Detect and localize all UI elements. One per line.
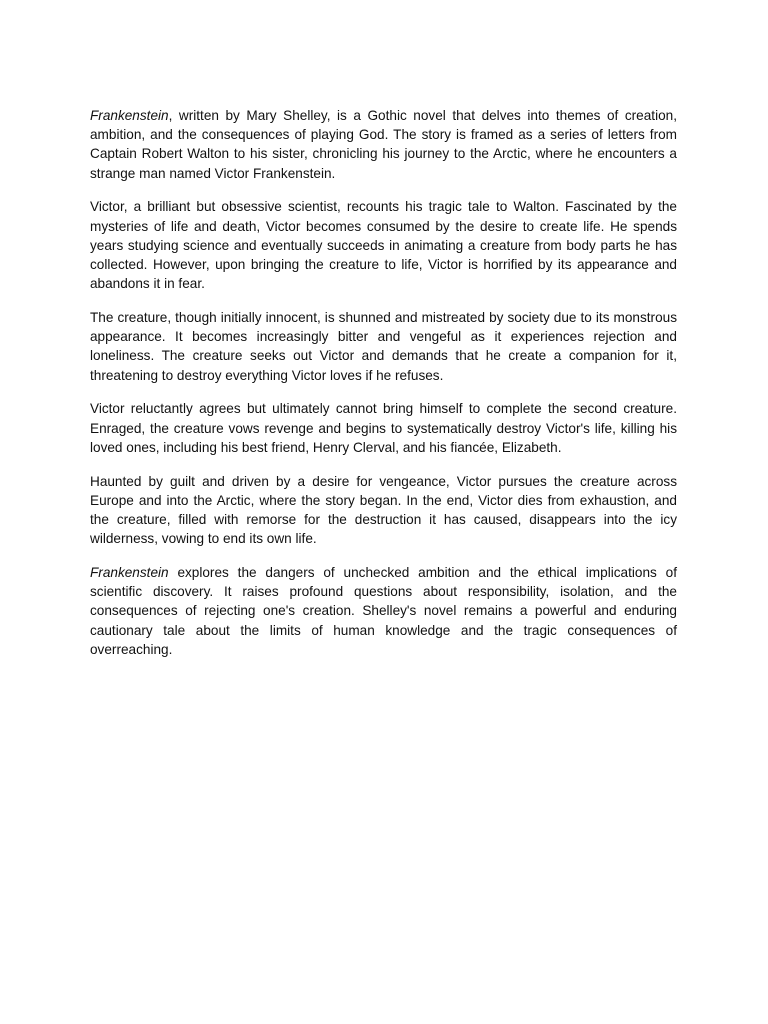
paragraph-text: The creature, though initially innocent, is shunned and mistreated by society due to its monstrous appearance. It becomes increasingly bitter and vengeful as it experiences rejection and loneliness. The creature seeks out Victor and demands that he create a companion for it, threatening to destroy everything Victor loves if he refuses. <box>90 310 677 383</box>
paragraph-6 <box>90 563 677 659</box>
paragraph-4 <box>90 399 677 457</box>
paragraph-2 <box>90 197 677 293</box>
book-title-italic: Frankenstein <box>90 108 169 123</box>
paragraph-text: Victor reluctantly agrees but ultimately cannot bring himself to complete the second creature. Enraged, the creature vows revenge and begins to systematically destroy Victor's life, killing his loved ones, including his best friend, Henry Clerval, and his fiancée, Elizabeth. <box>90 401 677 455</box>
paragraph-1 <box>90 106 677 183</box>
paragraph-3 <box>90 308 677 385</box>
paragraph-text: Victor, a brilliant but obsessive scientist, recounts his tragic tale to Walton. Fascinated by the mysteries of life and death, Victor becomes consumed by the desire to create life. He spends years studying science and eventually succeeds in animating a creature from body parts he has collected. However, upon bringing the creature to life, Victor is horrified by its appearance and abandons it in fear. <box>90 199 677 292</box>
document-page <box>90 106 677 674</box>
book-title-italic: Frankenstein <box>90 565 169 581</box>
paragraph-text: explores the dangers of unchecked ambition and the ethical implications of scientific discovery. It raises profound questions about responsibility, isolation, and the consequences of rejecting one's creation. Shelley's novel remains a powerful and enduring cautionary tale about the limits of human knowledge and the tragic consequences of overreaching. <box>90 565 677 657</box>
paragraph-text: , written by Mary Shelley, is a Gothic novel that delves into themes of creation, ambition, and the consequences of playing God. The story is framed as a series of letters from Captain Robert Walton to his sister, chronicling his journey to the Arctic, where he encounters a strange man named Victor Frankenstein. <box>90 108 677 181</box>
paragraph-text: Haunted by guilt and driven by a desire for vengeance, Victor pursues the creature across Europe and into the Arctic, where the story began. In the end, Victor dies from exhaustion, and the creature, filled with remorse for the destruction it has caused, disappears into the icy wilderness, vowing to end its own life. <box>90 473 677 547</box>
paragraph-5 <box>90 472 677 549</box>
